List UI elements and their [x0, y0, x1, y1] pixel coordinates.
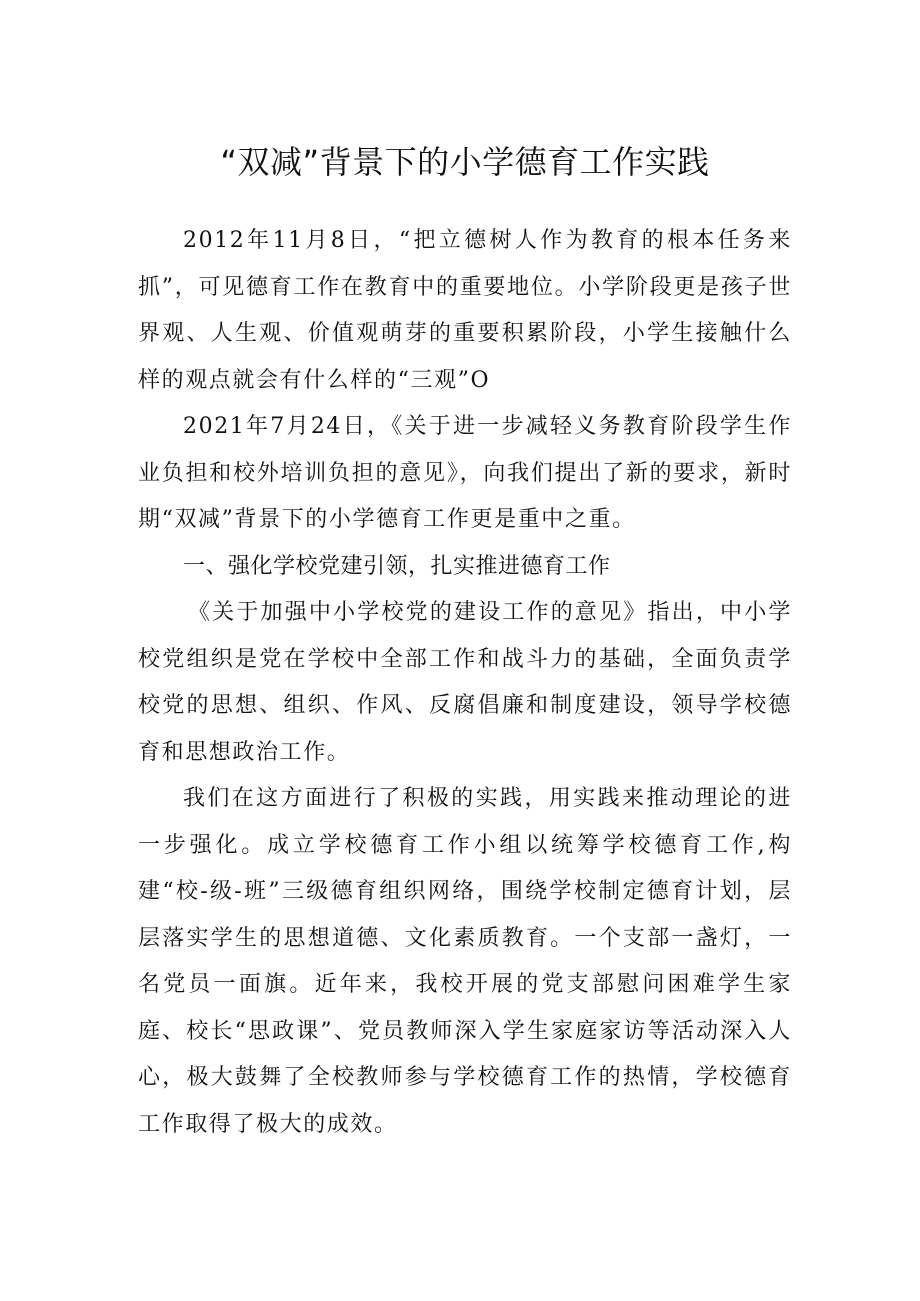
section-paragraph-2: 我们在这方面进行了积极的实践，用实践来推动理论的进一步强化。成立学校德育工作小组以统筹学校德育工作,构建“校-级-班”三级德育组织网络，围绕学校制定德育计划，层层落实学生的思想道德、文化素质教育。一个支部一盏灯，一名党员一面旗。近年来，我校开展的党支部慰问困难学生家庭、校长“思政课”、党员教师深入学生家庭家访等活动深入人心，极大鼓舞了全校教师参与学校德育工作的热情，学校德育工作取得了极大的成效。 — [138, 786, 792, 1137]
intro-paragraph-1: 2012年11月8日，“把立德树人作为教育的根本任务来抓”，可见德育工作在教育中的重要地位。小学阶段更是孩子世界观、人生观、价值观萌芽的重要积累阶段，小学生接触什么样的观点就会有什么样的“三观”O — [138, 228, 792, 393]
intro-paragraph-2: 2021年7月24日，《关于进一步减轻义务教育阶段学生作业负担和校外培训负担的意见》，向我们提出了新的要求，新时期“双减”背景下的小学德育工作更是重中之重。 — [138, 414, 792, 532]
section-paragraph-1: 《关于加强中小学校党的建设工作的意见》指出，中小学校党组织是党在学校中全部工作和战斗力的基础，全面负责学校党的思想、组织、作风、反腐倡廉和制度建设，领导学校德育和思想政治工作。 — [138, 600, 792, 765]
document-title: “双减”背景下的小学德育工作实践 — [220, 143, 710, 181]
section-heading: 一、强化学校党建引领，扎实推进德育工作 — [183, 553, 611, 579]
document-body — [138, 218, 792, 1148]
